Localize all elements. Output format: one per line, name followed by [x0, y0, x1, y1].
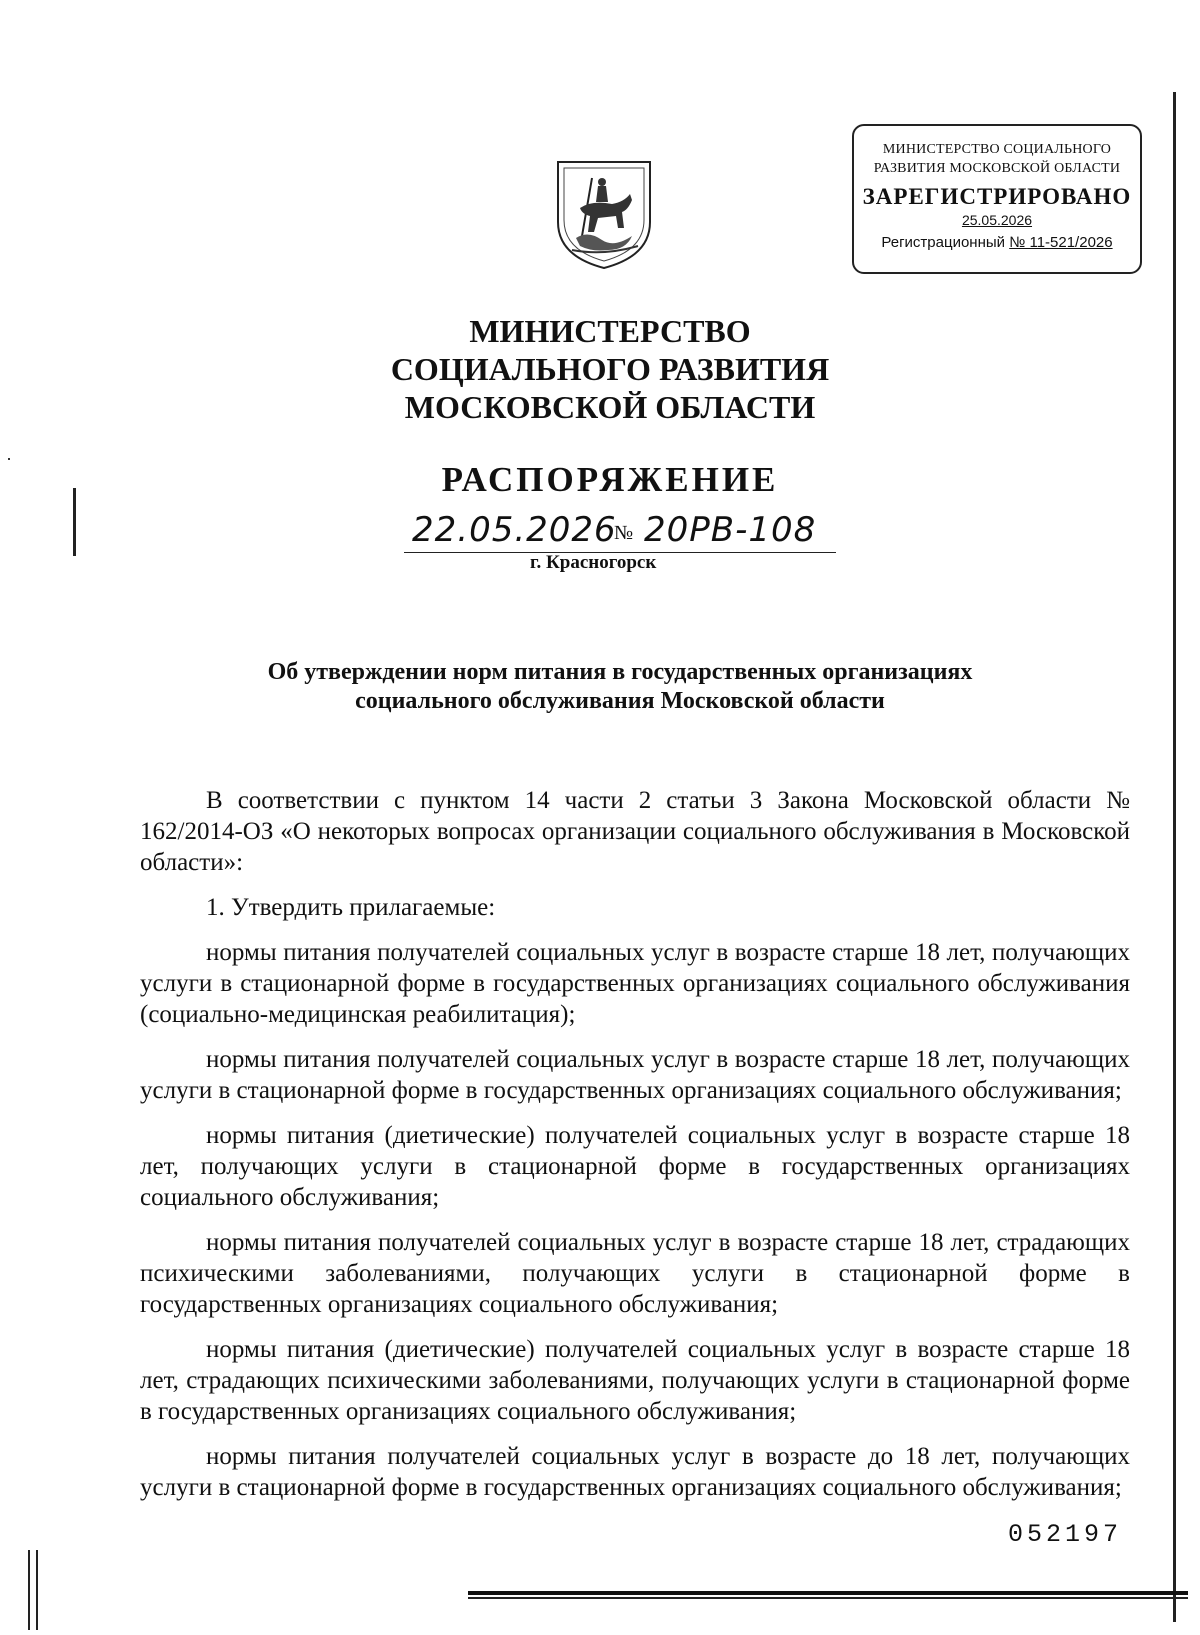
subject-line2: социального обслуживания Московской области — [355, 688, 885, 714]
norm-item: нормы питания получателей социальных услуг в возрасте до 18 лет, получающих услуги в стационарной форме в государственных организациях социального обслуживания; — [140, 1443, 1130, 1501]
number-sign: № — [614, 522, 634, 544]
stamp-registration-number — [854, 234, 1140, 251]
handwritten-number: 20РВ-108 — [644, 510, 817, 550]
body-intro: В соответствии с пунктом 14 части 2 статьи 3 Закона Московской области № 162/2014-ОЗ «О некоторых вопросах организации социального обслуживания в Московской области»: — [140, 787, 1130, 876]
stamp-reg-label: Регистрационный — [881, 234, 1006, 251]
moscow-oblast-coat-of-arms-icon — [552, 156, 656, 272]
city: г. Красногорск — [530, 552, 657, 573]
body-item-1: 1. Утвердить прилагаемые: — [206, 894, 496, 921]
stamp-ministry-line2: РАЗВИТИЯ МОСКОВСКОЙ ОБЛАСТИ — [873, 161, 1121, 176]
scan-edge-line — [1173, 92, 1176, 1622]
registration-stamp — [852, 124, 1142, 274]
norm-item: нормы питания получателей социальных услуг в возрасте старше 18 лет, получающих услуги в стационарной форме в государственных организациях социального обслуживания; — [140, 1046, 1130, 1104]
norm-item: нормы питания (диетические) получателей социальных услуг в возрасте старше 18 лет, получающих услуги в стационарной форме в государственных организациях социального обслуживания; — [140, 1122, 1130, 1211]
document-serial-number: 052197 — [1008, 1520, 1123, 1549]
scan-bottom-line-thin — [468, 1597, 1188, 1599]
date-number-line — [404, 510, 844, 554]
scan-bottom-bar — [28, 1550, 38, 1630]
handwritten-date: 22.05.2026 — [412, 510, 617, 550]
ministry-title-line2: СОЦИАЛЬНОГО РАЗВИТИЯ — [390, 351, 830, 387]
stamp-ministry-line1: МИНИСТЕРСТВО СОЦИАЛЬНОГО — [882, 142, 1112, 157]
scan-margin-mark — [73, 488, 76, 556]
document-subject — [220, 658, 1020, 716]
norm-item: нормы питания (диетические) получателей социальных услуг в возрасте старше 18 лет, страдающих психическими заболеваниями, получающих услуги в стационарной форме в государственных организациях социального обслуживания; — [140, 1336, 1130, 1425]
stamp-registered-label: ЗАРЕГИСТРИРОВАНО — [862, 184, 1132, 209]
document-type: РАСПОРЯЖЕНИЕ — [441, 460, 779, 499]
scan-speck — [8, 458, 10, 460]
scan-bottom-line — [468, 1591, 1188, 1595]
ministry-title-line1: МИНИСТЕРСТВО — [469, 313, 751, 349]
document-body — [140, 785, 1130, 1517]
stamp-reg-number: № 11-521/2026 — [1009, 234, 1113, 251]
ministry-title-line3: МОСКОВСКОЙ ОБЛАСТИ — [404, 389, 816, 425]
norm-item: нормы питания получателей социальных услуг в возрасте старше 18 лет, получающих услуги в стационарной форме в государственных организациях социального обслуживания (социально-медицинская реабилитация); — [140, 939, 1130, 1028]
subject-line1: Об утверждении норм питания в государственных организациях — [267, 659, 973, 685]
norm-item: нормы питания получателей социальных услуг в возрасте старше 18 лет, страдающих психическими заболеваниями, получающих услуги в стационарной форме в государственных организациях социального обслуживания; — [140, 1229, 1130, 1318]
stamp-date: 25.05.2026 — [961, 212, 1033, 228]
ministry-title — [300, 312, 920, 426]
